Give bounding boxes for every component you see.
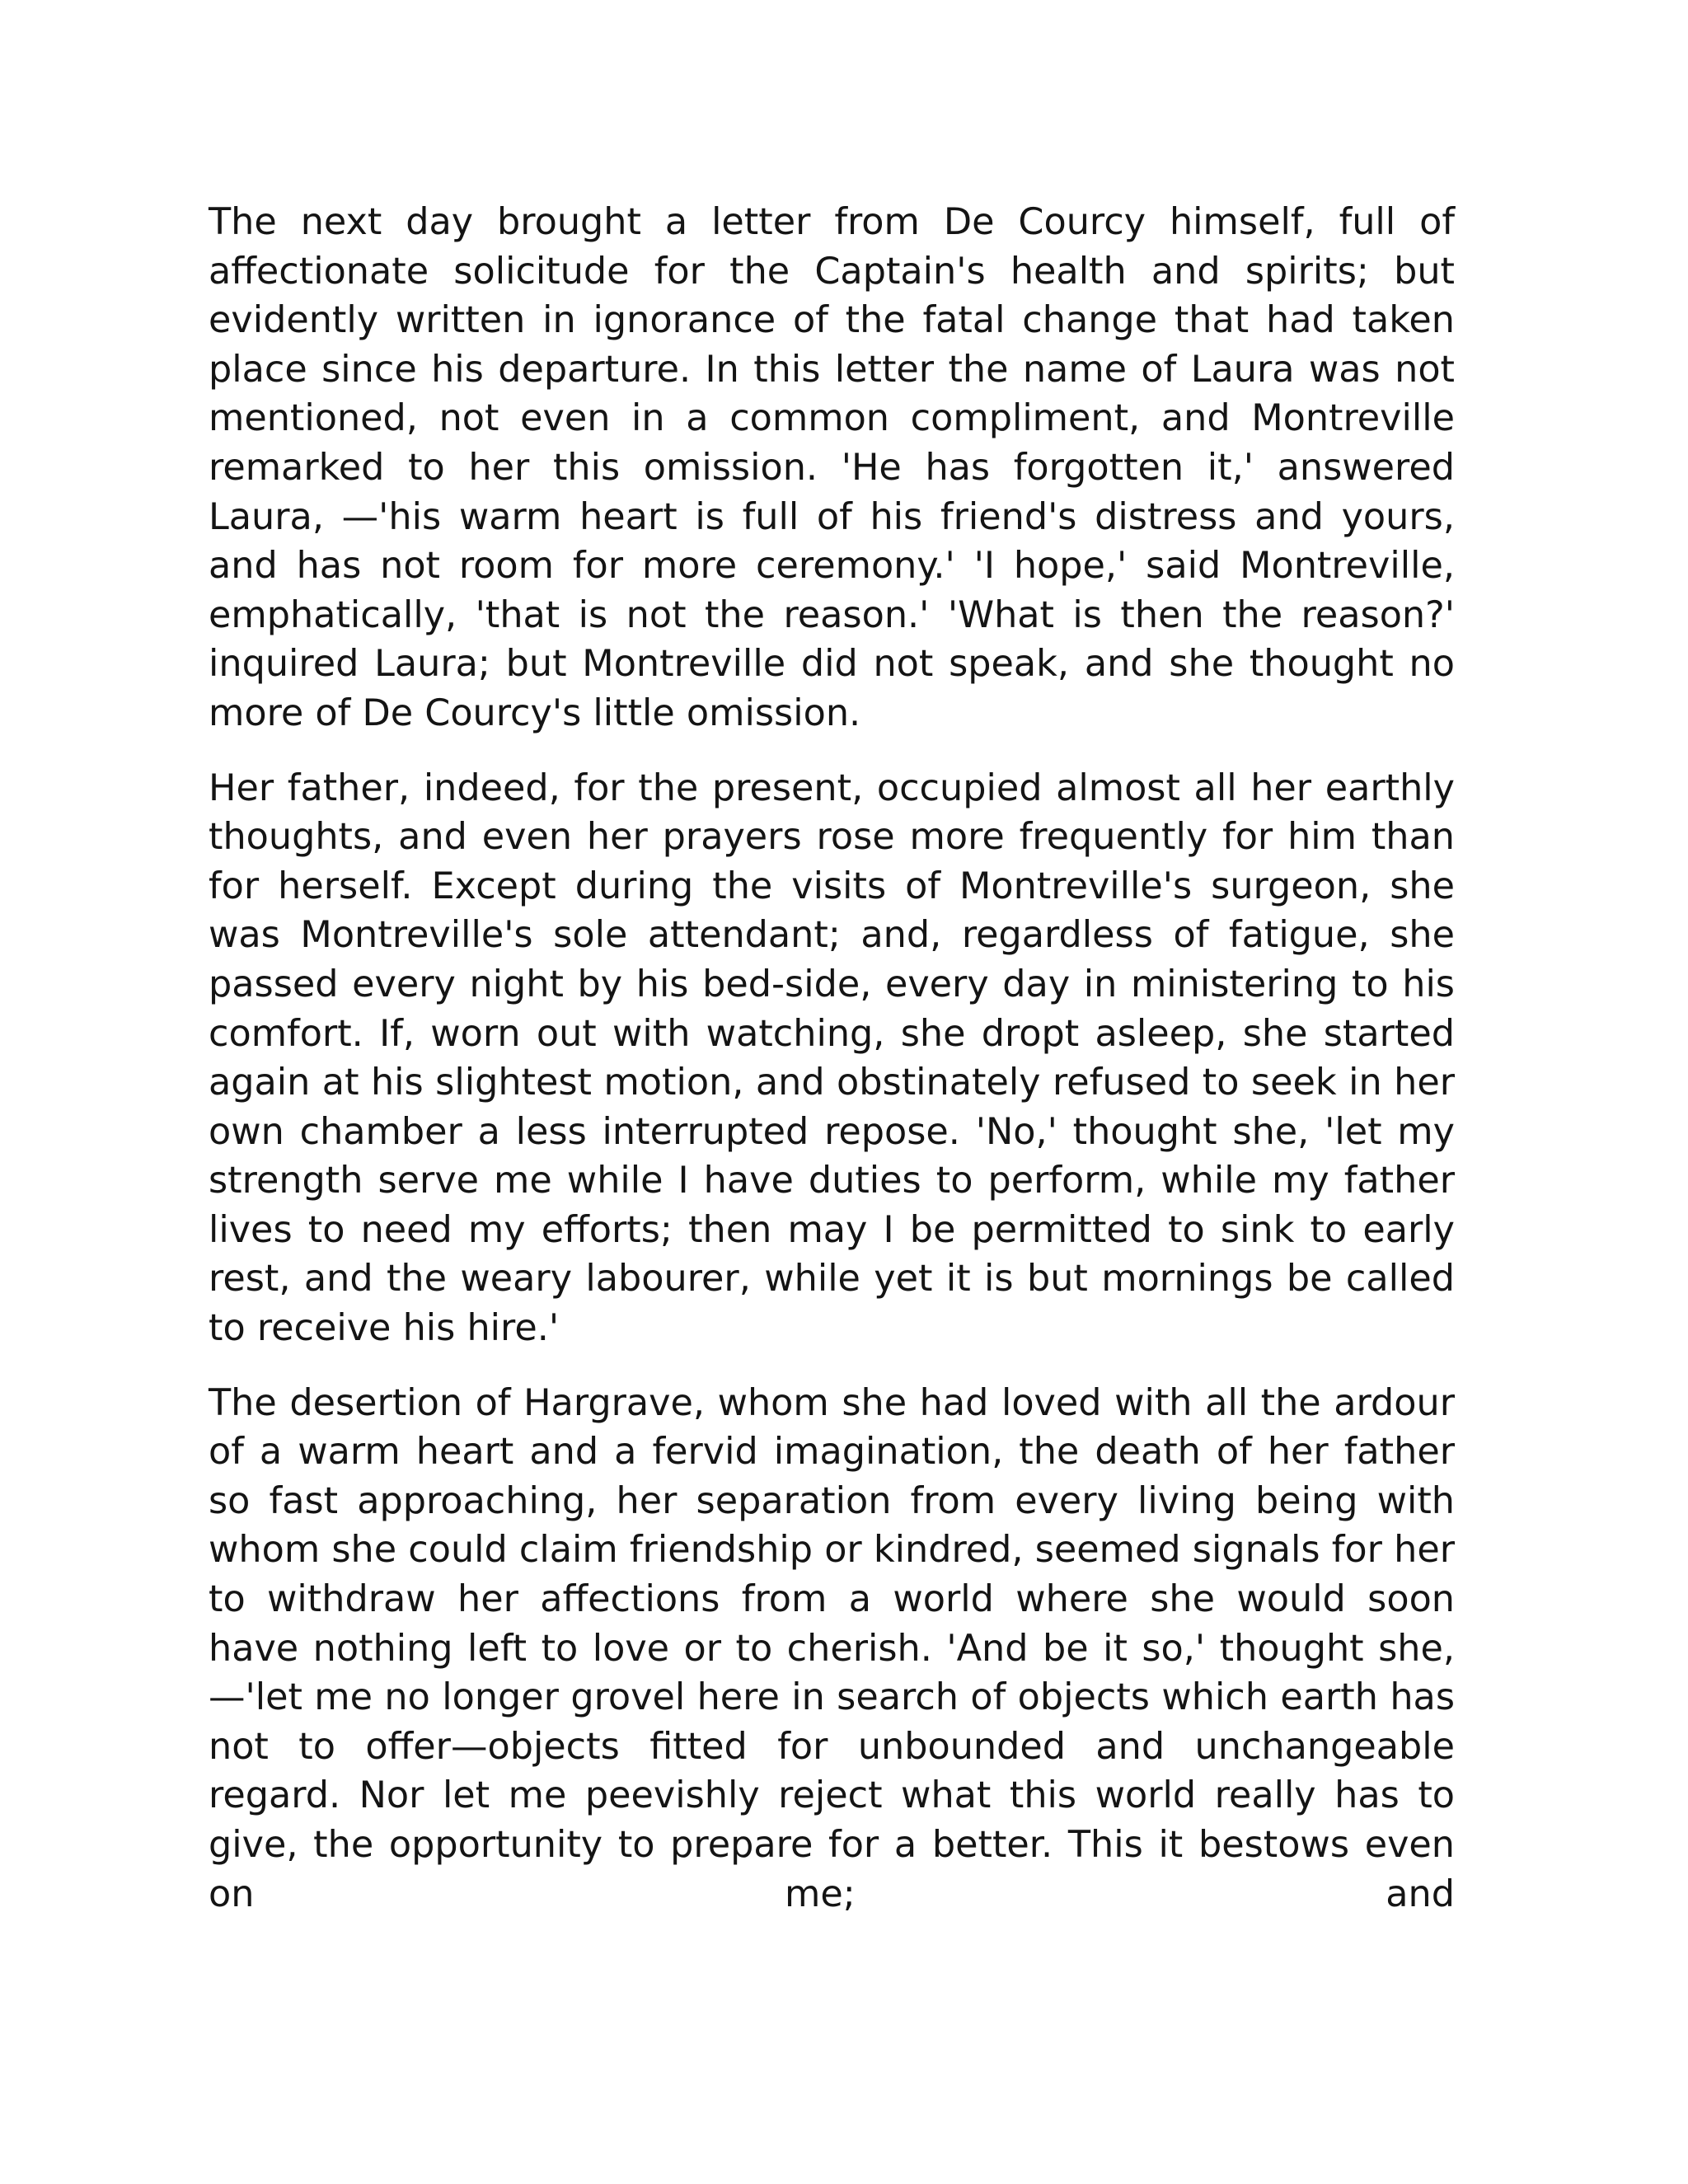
page-body (209, 198, 1455, 1944)
paragraph: The next day brought a letter from De Courcy himself, full of affectionate solicitude for the Captain's health and spirits; but evidently written in ignorance of the fatal change that had taken place since his departure. In this letter the name of Laura was not mentioned, not even in a common compliment, and Montreville remarked to her this omission. 'He has forgotten it,' answered Laura, —'his warm heart is full of his friend's distress and yours, and has not room for more ceremony.' 'I hope,' said Montreville, emphatically, 'that is not the reason.' 'What is then the reason?' inquired Laura; but Montreville did not speak, and she thought no more of De Courcy's little omission. (209, 201, 1455, 734)
paragraph: Her father, indeed, for the present, occupied almost all her earthly thoughts, and even her prayers rose more frequently for him than for herself. Except during the visits of Montreville's surgeon, she was Montreville's sole attendant; and, regardless of fatigue, she passed every night by his bed-side, every day in ministering to his comfort. If, worn out with watching, she dropt asleep, she started again at his slightest motion, and obstinately refused to seek in her own chamber a less interrupted repose. 'No,' thought she, 'let my strength serve me while I have duties to perform, while my father lives to need my efforts; then may I be permitted to sink to early rest, and the weary labourer, while yet it is but mornings be called to receive his hire.' (209, 766, 1455, 1350)
paragraph: The desertion of Hargrave, whom she had loved with all the ardour of a warm heart and a fervid imagination, the death of her father so fast approaching, her separation from every living being with whom she could claim friendship or kindred, seemed signals for her to withdraw her affections from a world where she would soon have nothing left to love or to cherish. 'And be it so,' thought she,—'let me no longer grovel here in search of objects which earth has not to offer—objects fitted for unbounded and unchangeable regard. Nor let me peevishly reject what this world really has to give, the opportunity to prepare for a better. This it bestows even on me; and (209, 1381, 1455, 1915)
